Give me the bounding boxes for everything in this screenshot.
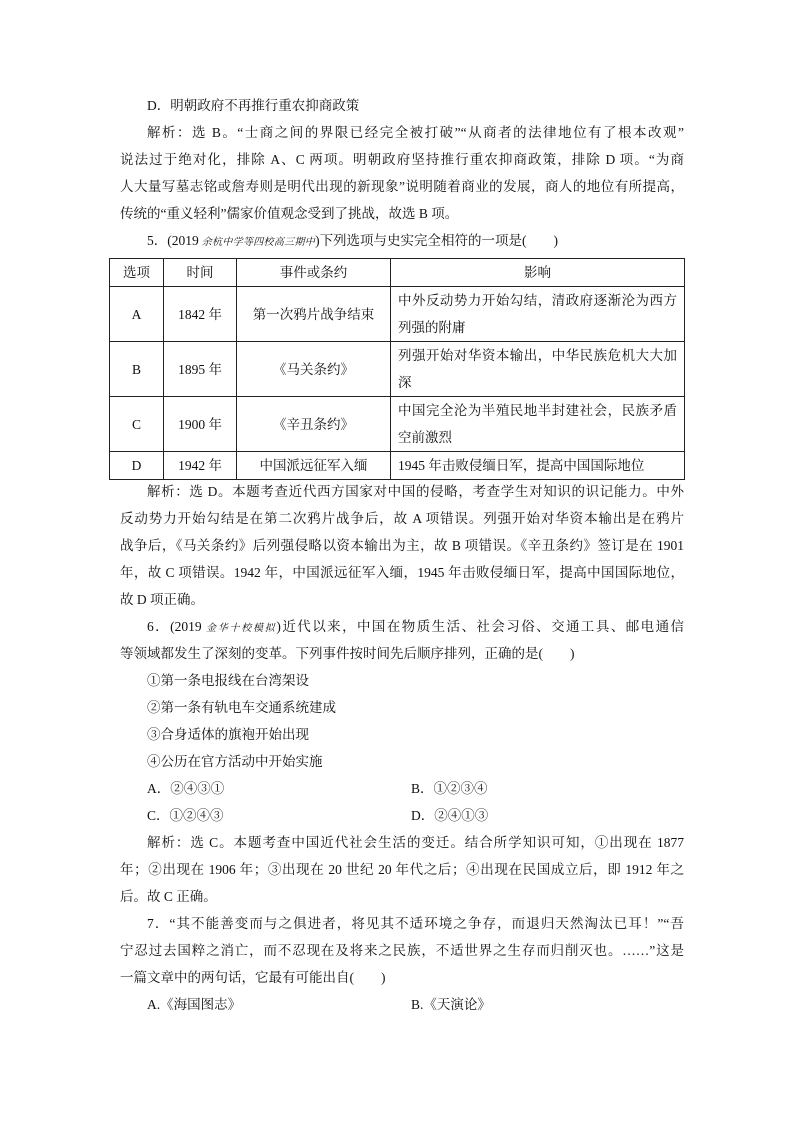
source-open: (2019 [170, 619, 202, 634]
q6-options-row [120, 775, 684, 802]
q4-option-d: D．明朝政府不再推行重农抑商政策 [147, 98, 360, 113]
cell-option: A [110, 287, 164, 342]
cell-impact [391, 342, 685, 397]
cell-event: 《马关条约》 [237, 342, 391, 397]
q6-option-d: D．②④①③ [411, 808, 489, 823]
q5-analysis-line: 反动势力开始勾结是在第二次鸦片战争后，故 A 项错误。列强开始对华资本输出是在鸦片 [120, 511, 684, 526]
cell-impact-line: 列强开始对华资本输出，中华民族危机大大加 [398, 348, 677, 363]
q5-analysis-line: 年，故 C 项错误。1942 年，中国派远征军入缅，1945 年击败侵缅日军，提高中国国际地位， [120, 565, 684, 580]
header-impact: 影响 [391, 259, 685, 287]
header-event: 事件或条约 [237, 259, 391, 287]
q6-event-item: ③合身适体的旗袍开始出现 [147, 727, 309, 742]
q6-option-c: C．①②④③ [147, 808, 224, 823]
q6-analysis-line: 解析：选 C。本题考查中国近代社会生活的变迁。结合所学知识可知，①出现在 1877 [147, 835, 684, 850]
source-close: ) [276, 619, 281, 634]
q6-option-a: A．②④③① [147, 781, 225, 796]
question-source: 余杭中学等四校高三期中 [201, 237, 316, 248]
cell-option: C [110, 397, 164, 452]
cell-time: 1900 年 [164, 397, 237, 452]
q6-stem-line: 等领域都发生了深刻的变革。下列事件按时间先后顺序排列，正确的是( ) [120, 646, 575, 661]
q6-event-item: ②第一条有轨电车交通系统建成 [147, 700, 336, 715]
table-row-a [110, 287, 685, 342]
page-content [120, 92, 684, 1018]
q6-option-b: B．①②③④ [411, 781, 488, 796]
cell-impact [391, 287, 685, 342]
q5-stem-line [120, 227, 684, 254]
q6-stem: 近代以来，中国在物质生活、社会习俗、交通工具、邮电通信 [280, 619, 684, 634]
cell-impact-line: 深 [398, 375, 412, 390]
question-7 [120, 910, 684, 1018]
q4-analysis-line: 解析：选 B。“士商之间的界限已经完全被打破”“从商者的法律地位有了根本改观” [147, 125, 684, 140]
q5-analysis-line: 故 D 项正确。 [120, 592, 204, 607]
cell-time: 1895 年 [164, 342, 237, 397]
cell-option: B [110, 342, 164, 397]
source-close: ) [315, 233, 320, 248]
header-option: 选项 [110, 259, 164, 287]
q4-analysis-line: 人大量写墓志铭或詹寿则是明代出现的新现象”说明随着商业的发展，商人的地位有所提高， [120, 179, 684, 194]
cell-time: 1942 年 [164, 452, 237, 480]
question-5 [120, 227, 684, 613]
header-time: 时间 [164, 259, 237, 287]
q6-options-row [120, 802, 684, 829]
q5-analysis-line: 战争后，《马关条约》后列强侵略以资本输出为主，故 B 项错误。《辛丑条约》签订是在 1901 [120, 538, 684, 553]
source-open: (2019 [167, 233, 199, 248]
cell-event: 《辛丑条约》 [237, 397, 391, 452]
q7-stem-line: 7．“其不能善变而与之俱进者，将见其不适环境之争存，而退归天然淘汰已耳！”“吾 [147, 916, 684, 931]
q7-stem-line: 宁忍过去国粹之消亡，而不忍现在及将来之民族，不适世界之生存而归削灭也。……”这是 [120, 943, 684, 958]
q6-event-item: ④公历在官方活动中开始实施 [147, 754, 323, 769]
question-6 [120, 613, 684, 910]
cell-time: 1842 年 [164, 287, 237, 342]
q7-option-b: B.《天演论》 [411, 997, 491, 1012]
table-row-d [110, 452, 685, 480]
q7-options-row [120, 991, 684, 1018]
cell-impact [391, 452, 685, 480]
q6-event-item: ①第一条电报线在台湾架设 [147, 673, 309, 688]
cell-event: 中国派远征军入缅 [237, 452, 391, 480]
q5-analysis-line: 解析：选 D。本题考查近代西方国家对中国的侵略，考查学生对知识的识记能力。中外 [147, 484, 684, 499]
cell-impact-line: 中国完全沦为半殖民地半封建社会，民族矛盾 [398, 403, 677, 418]
q7-stem-line: 一篇文章中的两句话，它最有可能出自( ) [120, 970, 386, 985]
table-header-row [110, 259, 685, 287]
q5-stem: 下列选项与史实完全相符的一项是( ) [319, 233, 559, 248]
cell-event: 第一次鸦片战争结束 [237, 287, 391, 342]
cell-impact-line: 1945 年击败侵缅日军，提高中国国际地位 [398, 458, 645, 473]
q7-option-a: A.《海国图志》 [147, 997, 242, 1012]
cell-option: D [110, 452, 164, 480]
q6-analysis-line: 年；②出现在 1906 年；③出现在 20 世纪 20 年代之后；④出现在民国成立后，即 1912 年之 [120, 862, 684, 877]
table-row-b [110, 342, 685, 397]
cell-impact-line: 中外反动势力开始勾结，清政府逐渐沦为西方 [398, 293, 677, 308]
question-number: 6． [147, 619, 171, 634]
q4-analysis-line: 说法过于绝对化，排除 A、C 两项。明朝政府坚持推行重农抑商政策，排除 D 项。“为商 [120, 152, 684, 167]
q6-stem-line [120, 613, 684, 640]
question-number: 5． [147, 233, 168, 248]
question-source: 金华十校模拟 [204, 623, 277, 634]
q6-analysis-line: 后。故 C 正确。 [120, 889, 217, 904]
table-row-c [110, 397, 685, 452]
cell-impact-line: 列强的附庸 [398, 320, 466, 335]
q5-analysis [120, 478, 684, 613]
q5-table [109, 258, 685, 480]
q4-analysis-line: 传统的“重义轻利”儒家价值观念受到了挑战，故选 B 项。 [120, 206, 459, 221]
cell-impact-line: 空前激烈 [398, 430, 452, 445]
cell-impact [391, 397, 685, 452]
question-4-tail [120, 92, 684, 227]
